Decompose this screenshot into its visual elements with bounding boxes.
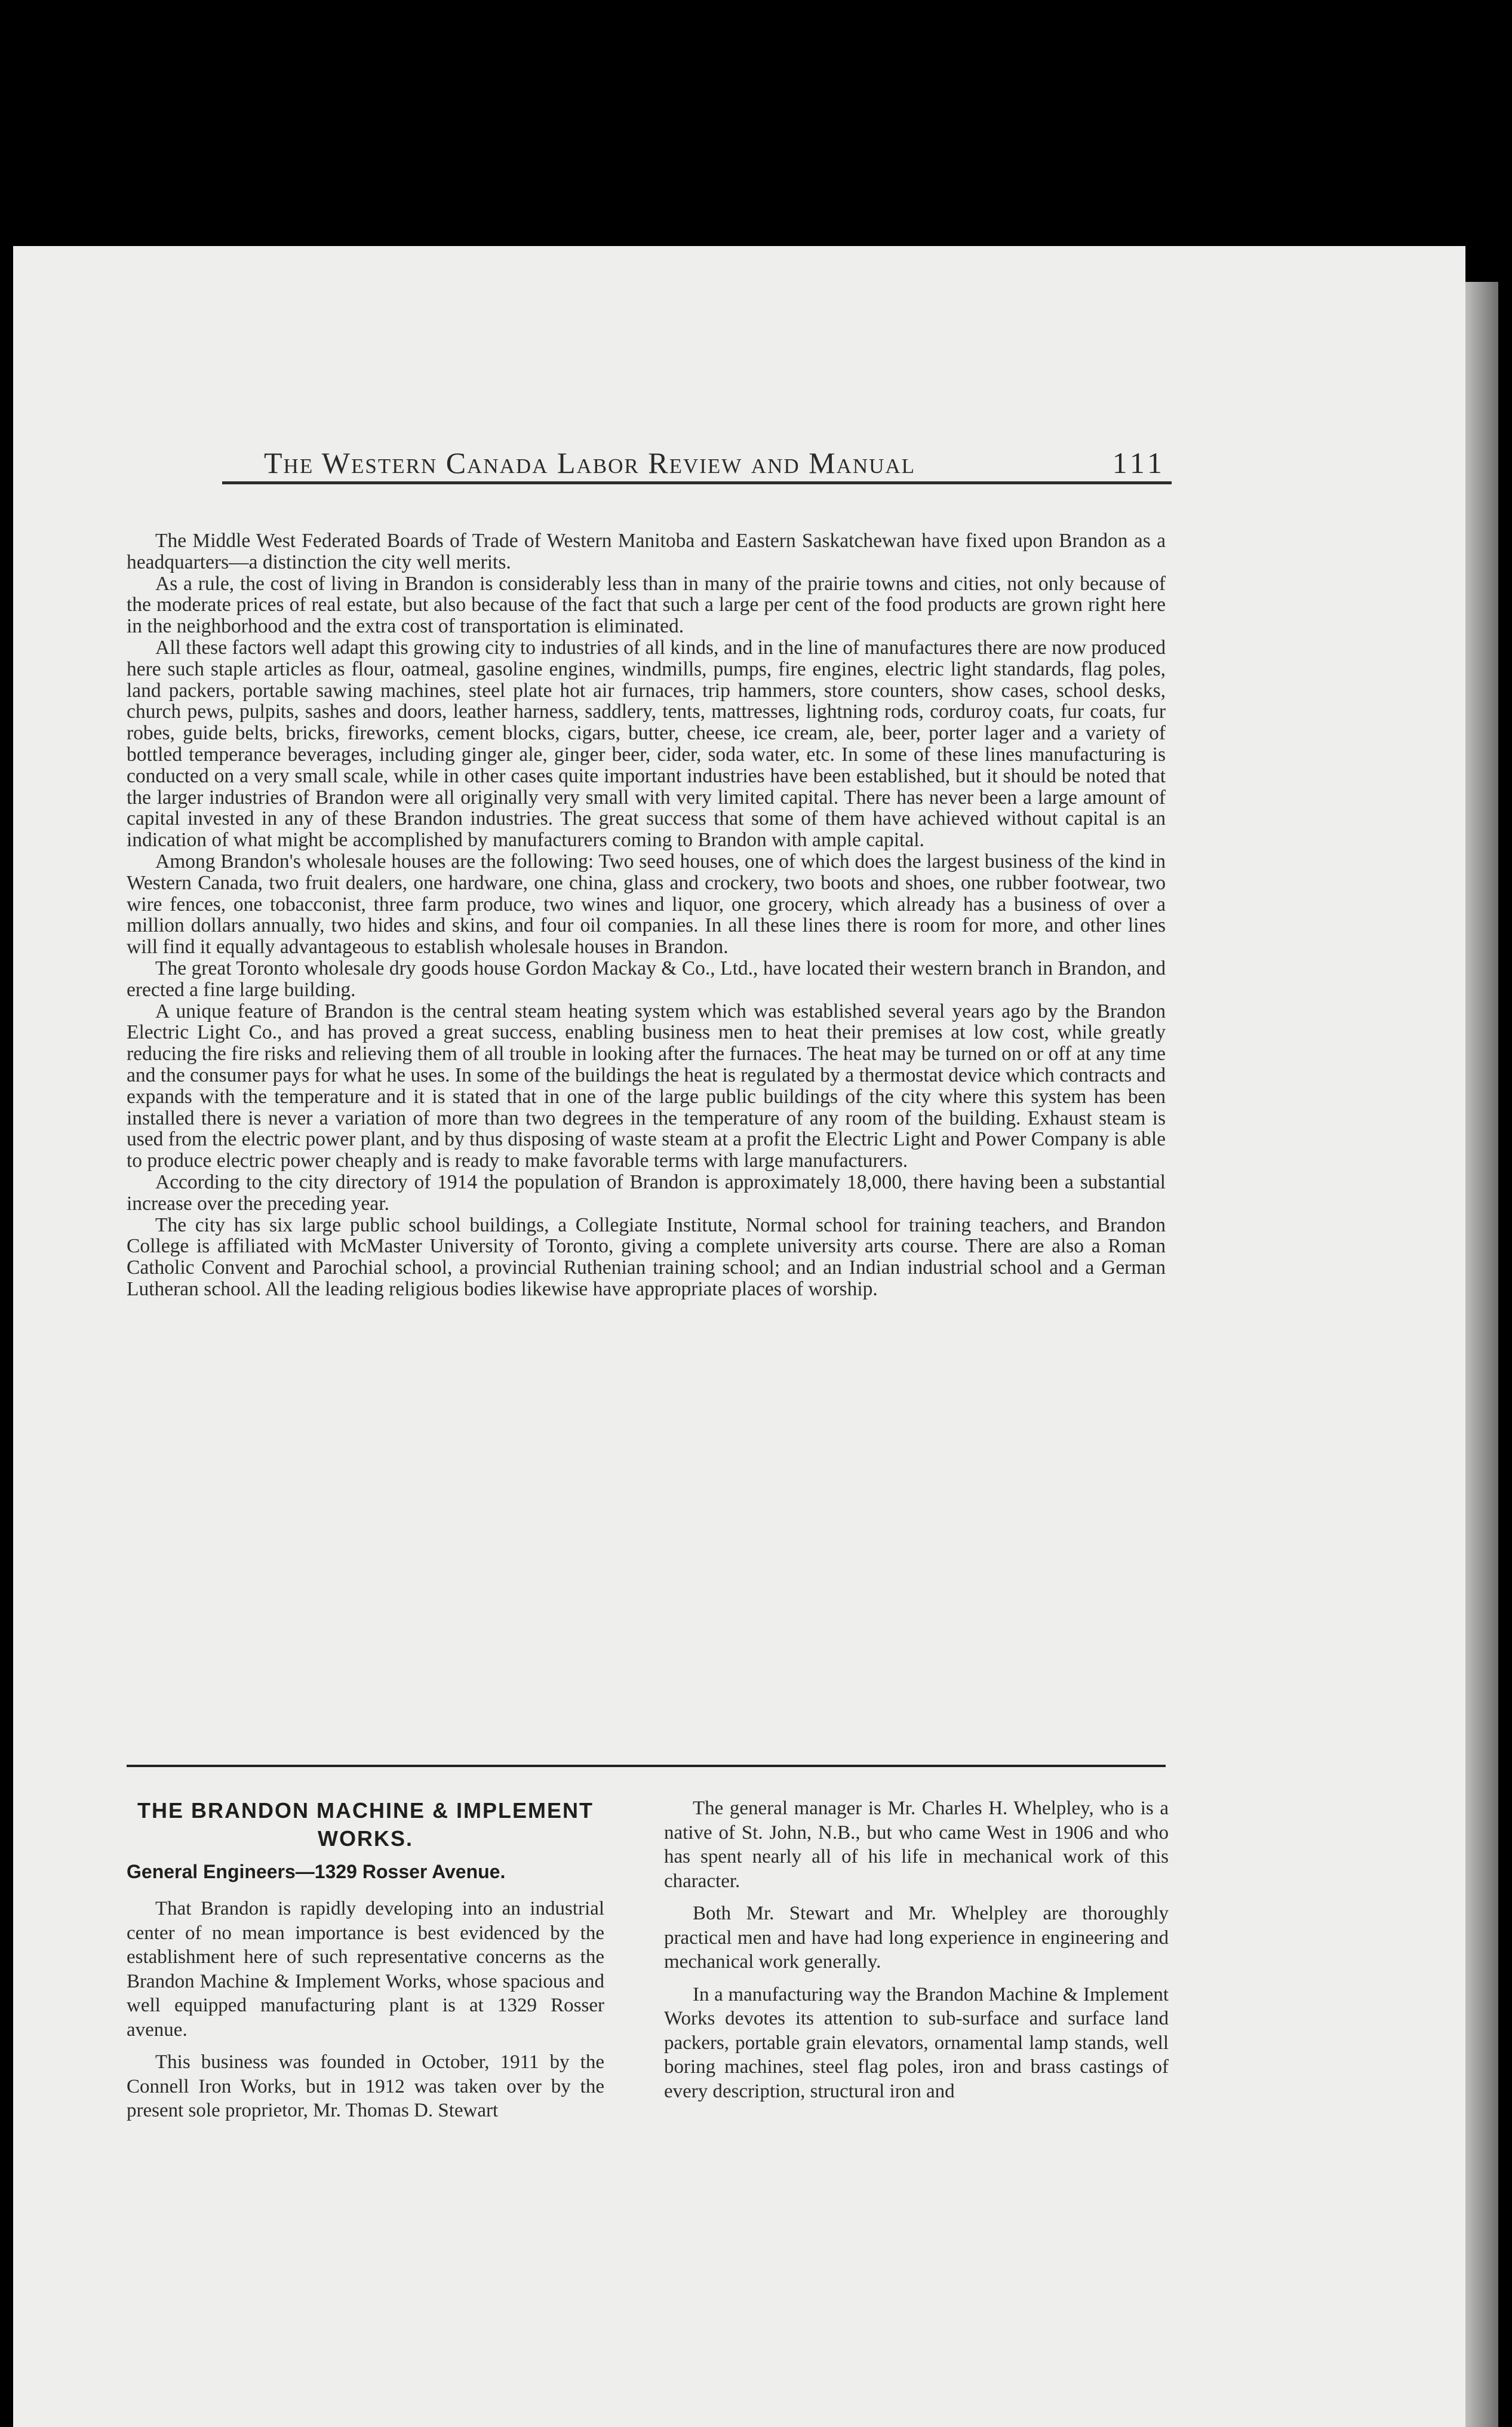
article-subheading: General Engineers—1329 Rosser Avenue. bbox=[127, 1861, 506, 1882]
section-divider bbox=[127, 1765, 1166, 1767]
running-title: The Western Canada Labor Review and Manual bbox=[264, 446, 916, 480]
running-header bbox=[222, 443, 1172, 484]
paragraph-toronto-dry-goods: The great Toronto wholesale dry goods house Gordon Mackay & Co., Ltd., have located their western branch in Brandon, and erected a fine large building. bbox=[127, 957, 1166, 1001]
paragraph-schools: The city has six large public school buildings, a Collegiate Institute, Normal school for training teachers, and Brandon College is affiliated with McMaster University of Toronto, giving a complete university arts course. There are also a Roman Catholic Convent and Parochial school, a provincial Ruthenian training school; and an Indian industrial school and a German Lutheran school. All the leading religious bodies likewise have appropriate places of worship. bbox=[127, 1214, 1166, 1300]
paragraph-population: According to the city directory of 1914 the population of Brandon is approximately 18,000, there having been a substantial increase over the preceding year. bbox=[127, 1171, 1166, 1215]
page-number: 111 bbox=[1112, 446, 1166, 480]
paragraph-federated-boards: The Middle West Federated Boards of Trade of Western Manitoba and Eastern Saskatchewan have fixed upon Brandon as a headquarters—a distinction the city well merits. bbox=[127, 530, 1166, 573]
article-paragraph: The general manager is Mr. Charles H. Whelpley, who is a native of St. John, N.B., but who came West in 1906 and who has spent nearly all of his life in mechanical work of this character. bbox=[664, 1798, 1169, 1892]
article-paragraph: This business was founded in October, 1911 by the Connell Iron Works, but in 1912 was taken over by the present sole proprietor, Mr. Thomas D. Stewart bbox=[127, 2051, 604, 2121]
paragraph-cost-of-living: As a rule, the cost of living in Brandon is considerably less than in many of the prairie towns and cities, not only because of the moderate prices of real estate, but also because of the fact that such a large per cent of the food products are grown right here in the neighborhood and the extra cost of transportation is eliminated. bbox=[127, 572, 1166, 638]
article-paragraph: In a manufacturing way the Brandon Machine & Implement Works devotes its attention to sub-surface and surface land packers, portable grain elevators, ornamental lamp stands, well boring machines, steel flag poles, iron and brass castings of every description, structural iron and bbox=[664, 1983, 1169, 2102]
main-body-text bbox=[127, 530, 1166, 1300]
article-heading: THE BRANDON MACHINE & IMPLEMENT WORKS. bbox=[137, 1798, 594, 1851]
paragraph-manufactures: All these factors well adapt this growing city to industries of all kinds, and in the line of manufactures there are now produced here such staple articles as flour, oatmeal, gasoline engines, windmills, pumps, fire engines, electric light standards, flag poles, land packers, portable sawing machines, steel plate hot air furnaces, trip hammers, store counters, show cases, school desks, church pews, pulpits, sashes and doors, leather harness, saddlery, tents, mattresses, lightning rods, corduroy coats, fur coats, fur robes, guide belts, bricks, fireworks, cement blocks, cigars, butter, cheese, ice cream, ale, beer, porter lager and a variety of bottled temperance beverages, including ginger ale, ginger beer, cider, soda water, etc. In some of these lines manufacturing is conducted on a very small scale, while in other cases quite important industries have been established, but it should be noted that the larger industries of Brandon were all originally very small with very limited capital. There has never been a large amount of capital invested in any of these Brandon industries. The great success that some of them have achieved without capital is an indication of what might be accomplished by manufacturers coming to Brandon with ample capital. bbox=[127, 636, 1166, 852]
article-paragraph: That Brandon is rapidly developing into an industrial center of no mean importance is best evidenced by the establishment here of such representative concerns as the Brandon Machine & Implement Works, whose spacious and well equipped manufacturing plant is at 1329 Rosser avenue. bbox=[127, 1898, 604, 2041]
paragraph-steam-heating: A unique feature of Brandon is the central steam heating system which was established several years ago by the Brandon Electric Light Co., and has proved a great success, enabling business men to heat their premises at low cost, while greatly reducing the fire risks and relieving them of all trouble in looking after the furnaces. The heat may be turned on or off at any time and the consumer pays for what he uses. In some of the buildings the heat is regulated by a thermostat device which contracts and expands with the temperature and it is stated that in one of the large public buildings of the city where this system has been installed there is never a variation of more than two degrees in the temperature of any room of the building. Exhaust steam is used from the electric power plant, and by thus disposing of waste steam at a profit the Electric Light and Power Company is able to produce electric power cheaply and is ready to make favorable terms with large manufacturers. bbox=[127, 1000, 1166, 1172]
article-right-column bbox=[664, 1796, 1169, 2112]
paragraph-wholesale-houses: Among Brandon's wholesale houses are the following: Two seed houses, one of which does the largest business of the kind in Western Canada, two fruit dealers, one hardware, one china, glass and crockery, two boots and shoes, one rubber footwear, two wire fences, one tobacconist, three farm produce, two wines and liquor, one grocery, which already has a business of over a million dollars annually, two hides and skins, and four oil companies. In all these lines there is room for more, and other lines will find it equally advantageous to establish wholesale houses in Brandon. bbox=[127, 850, 1166, 958]
article-left-column bbox=[127, 1796, 604, 2131]
article-paragraph: Both Mr. Stewart and Mr. Whelpley are thoroughly practical men and have had long experience in engineering and mechanical work generally. bbox=[664, 1903, 1169, 1973]
page-edge-shadow bbox=[1465, 282, 1498, 2427]
